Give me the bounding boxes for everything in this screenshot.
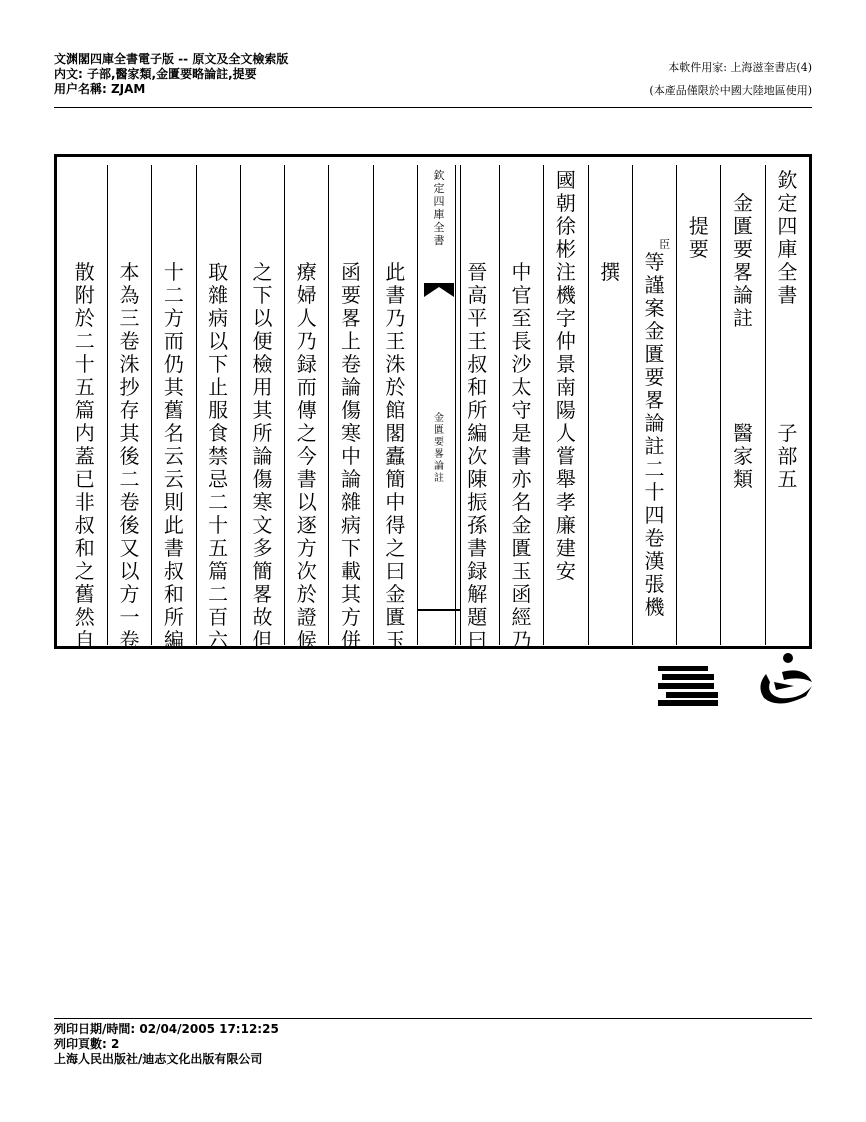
column-char: 二	[208, 490, 229, 514]
column-char: 方	[296, 536, 317, 560]
column-text	[544, 169, 587, 583]
column-char: 次	[296, 559, 317, 583]
column-char: 食	[208, 421, 229, 445]
column-text	[766, 169, 809, 307]
column-char: 然	[74, 605, 95, 629]
column-char: 服	[208, 398, 229, 422]
column-char: 方	[163, 306, 184, 330]
column-char: 仲	[555, 329, 576, 353]
column-char: 中	[341, 444, 362, 468]
column-char: 論	[644, 411, 665, 435]
column-char: 下	[341, 536, 362, 560]
column-char: 蠹	[385, 444, 406, 468]
column-char: 而	[163, 329, 184, 353]
column-char: 二	[74, 329, 95, 353]
column-char: 蓋	[74, 444, 95, 468]
column-char: 機	[644, 595, 665, 619]
column-char: 之	[296, 421, 317, 445]
column-char: 彬	[555, 237, 576, 261]
publisher-logo-icon	[654, 652, 816, 710]
column-char: 建	[555, 536, 576, 560]
column-char: 金	[511, 513, 532, 537]
column-char: 解	[467, 582, 488, 606]
column-char: 文	[252, 513, 273, 537]
column-char: 雜	[208, 283, 229, 307]
column-char: 次	[467, 444, 488, 468]
print-datetime: 列印日期/時間: 02/04/2005 17:12:25	[54, 1022, 279, 1036]
column-char: 用	[252, 375, 273, 399]
banxin-char: 四	[433, 195, 445, 208]
column-text	[152, 261, 195, 652]
column-char: 編	[163, 628, 184, 652]
column-text	[241, 261, 284, 652]
column-char: 其	[341, 582, 362, 606]
column-char: 傷	[341, 398, 362, 422]
column-char: 書	[385, 283, 406, 307]
column-char: 畧	[733, 260, 754, 284]
column-char: 寒	[252, 490, 273, 514]
column-char: 傷	[252, 467, 273, 491]
column-char: 四	[644, 503, 665, 527]
column-char: 本	[119, 260, 140, 284]
column-char: 中	[511, 260, 532, 284]
column-char: 王	[385, 329, 406, 353]
column-char: 三	[119, 306, 140, 330]
column-char: 今	[296, 444, 317, 468]
text-column	[240, 165, 284, 652]
header-region-notice: (本產品僅限於中國大陸地區使用)	[649, 84, 812, 97]
column-char: 和	[467, 375, 488, 399]
column-char: 部	[777, 444, 798, 468]
column-char: 匱	[644, 342, 665, 366]
column-char: 卷	[644, 526, 665, 550]
column-char: 嘗	[555, 444, 576, 468]
text-column	[588, 165, 632, 645]
header-content-path: 内文: 子部,醫家類,金匱要略論註,提要	[54, 67, 257, 81]
column-char: 匱	[511, 536, 532, 560]
text-column	[373, 165, 417, 652]
header-licensee: 本軟件用家: 上海滋奎書店(4)	[668, 61, 812, 74]
column-char: 館	[385, 398, 406, 422]
banxin-char: 金	[434, 413, 444, 424]
column-text	[456, 261, 499, 652]
column-char: 庫	[777, 237, 798, 261]
column-text	[197, 261, 240, 652]
column-char: 長	[511, 329, 532, 353]
column-char: 機	[555, 283, 576, 307]
column-char: 論	[733, 283, 754, 307]
column-char: 乃	[511, 628, 532, 652]
column-char: 則	[163, 490, 184, 514]
column-char: 婦	[296, 283, 317, 307]
column-char: 候	[296, 628, 317, 652]
column-char: 案	[644, 296, 665, 320]
column-char: 和	[74, 536, 95, 560]
column-char: 景	[555, 352, 576, 376]
column-char: 至	[511, 306, 532, 330]
column-char: 於	[385, 375, 406, 399]
text-column	[632, 165, 676, 645]
column-char: 中	[385, 490, 406, 514]
column-char: 徐	[555, 214, 576, 238]
column-char: 函	[341, 260, 362, 284]
column-char: 録	[467, 559, 488, 583]
column-char: 二	[163, 283, 184, 307]
banxin-char: 要	[434, 437, 444, 448]
column-char: 百	[208, 605, 229, 629]
column-char: 沙	[511, 352, 532, 376]
column-text	[633, 238, 676, 619]
column-char: 附	[74, 283, 95, 307]
column-char: 名	[511, 490, 532, 514]
column-char: 定	[777, 191, 798, 215]
column-char: 而	[296, 375, 317, 399]
text-column	[543, 165, 587, 645]
column-char: 自	[74, 628, 95, 652]
column-char: 以	[119, 559, 140, 583]
column-char: 要	[341, 283, 362, 307]
column-char: 所	[467, 398, 488, 422]
column-footer	[721, 422, 764, 491]
column-char: 晉	[467, 260, 488, 284]
column-char: 以	[252, 306, 273, 330]
column-char: 但	[252, 628, 273, 652]
column-char: 人	[296, 306, 317, 330]
banxin-char: 畧	[434, 449, 444, 460]
column-char: 卷	[119, 490, 140, 514]
column-char: 篇	[208, 559, 229, 583]
text-column	[676, 165, 720, 645]
column-char: 得	[385, 513, 406, 537]
header-left	[54, 52, 288, 97]
banxin-char: 書	[433, 234, 445, 247]
column-char: 畧	[644, 388, 665, 412]
footer-divider	[54, 1018, 812, 1019]
column-text	[677, 215, 720, 261]
column-char: 類	[733, 467, 754, 491]
column-char: 方	[341, 605, 362, 629]
column-char: 論	[341, 375, 362, 399]
column-char: 下	[252, 283, 273, 307]
column-char: 舊	[74, 582, 95, 606]
column-char: 以	[296, 490, 317, 514]
text-column	[328, 165, 372, 652]
column-char: 下	[208, 352, 229, 376]
column-char: 子	[777, 421, 798, 445]
column-char: 此	[163, 513, 184, 537]
column-char: 玉	[511, 559, 532, 583]
column-char: 逐	[296, 513, 317, 537]
text-column	[455, 165, 499, 652]
column-char: 又	[119, 536, 140, 560]
banxin-char: 定	[433, 182, 445, 195]
column-text	[108, 261, 151, 652]
column-char: 簡	[385, 467, 406, 491]
column-char: 書	[163, 536, 184, 560]
column-char: 篇	[74, 398, 95, 422]
column-char: 此	[385, 260, 406, 284]
column-char: 全	[777, 260, 798, 284]
column-char: 是	[511, 421, 532, 445]
column-char: 等	[644, 250, 665, 274]
column-char: 叔	[163, 559, 184, 583]
column-char: 仍	[163, 352, 184, 376]
column-char: 欽	[777, 168, 798, 192]
column-char: 十	[74, 352, 95, 376]
column-char: 字	[555, 306, 576, 330]
column-char: 洙	[119, 352, 140, 376]
column-char: 亦	[511, 467, 532, 491]
column-text	[721, 192, 764, 330]
column-char: 之	[74, 559, 95, 583]
print-page-count: 列印頁數: 2	[54, 1037, 120, 1051]
column-char: 洙	[385, 352, 406, 376]
column-char: 孫	[467, 513, 488, 537]
column-char: 所	[163, 605, 184, 629]
column-char: 高	[467, 283, 488, 307]
column-char: 止	[208, 375, 229, 399]
column-char: 陳	[467, 467, 488, 491]
column-char: 併	[341, 628, 362, 652]
column-char: 雜	[341, 490, 362, 514]
column-char: 匱	[733, 214, 754, 238]
column-char: 金	[644, 319, 665, 343]
column-char: 陽	[555, 398, 576, 422]
text-column	[63, 165, 107, 652]
text-column	[151, 165, 195, 652]
column-char: 十	[163, 260, 184, 284]
column-char: 守	[511, 398, 532, 422]
column-char: 漢	[644, 549, 665, 573]
column-char: 書	[467, 536, 488, 560]
column-char: 病	[208, 306, 229, 330]
column-char: 方	[119, 582, 140, 606]
text-column	[720, 165, 764, 645]
column-char: 抄	[119, 375, 140, 399]
banxin-char: 註	[434, 473, 444, 484]
column-text	[285, 261, 328, 652]
column-char: 題	[467, 605, 488, 629]
column-char: 南	[555, 375, 576, 399]
column-text	[63, 261, 107, 652]
book-page	[54, 154, 812, 652]
banxin-char: 欽	[433, 169, 445, 182]
column-char: 安	[555, 559, 576, 583]
column-char: 五	[777, 467, 798, 491]
column-char: 卷	[341, 352, 362, 376]
column-char: 乃	[385, 306, 406, 330]
column-char: 故	[252, 605, 273, 629]
column-char: 云	[163, 444, 184, 468]
column-char: 太	[511, 375, 532, 399]
column-char: 曰	[467, 628, 488, 652]
column-char: 傳	[296, 398, 317, 422]
column-char: 金	[733, 191, 754, 215]
column-char: 叔	[74, 513, 95, 537]
column-char: 於	[74, 306, 95, 330]
column-char: 畧	[252, 582, 273, 606]
column-char: 醫	[733, 421, 754, 445]
publisher-credit: 上海人民出版社/迪志文化出版有限公司	[54, 1052, 263, 1066]
column-char: 平	[467, 306, 488, 330]
column-char: 非	[74, 490, 95, 514]
column-char: 以	[208, 329, 229, 353]
column-char: 其	[163, 375, 184, 399]
column-char: 人	[555, 421, 576, 445]
column-char: 國	[555, 168, 576, 192]
column-char: 舉	[555, 467, 576, 491]
column-char: 舊	[163, 398, 184, 422]
column-char: 多	[252, 536, 273, 560]
column-char: 閣	[385, 421, 406, 445]
column-char: 後	[119, 513, 140, 537]
column-char: 散	[74, 260, 95, 284]
column-char: 存	[119, 398, 140, 422]
banxin-char: 匱	[434, 425, 444, 436]
column-char: 廉	[555, 513, 576, 537]
column-char: 於	[296, 582, 317, 606]
column-char: 官	[511, 283, 532, 307]
column-char: 家	[733, 444, 754, 468]
column-char: 五	[74, 375, 95, 399]
column-char: 療	[296, 260, 317, 284]
column-char: 名	[163, 421, 184, 445]
column-char: 金	[385, 582, 406, 606]
column-char: 曰	[385, 559, 406, 583]
column-char: 書	[296, 467, 317, 491]
column-char: 乃	[296, 329, 317, 353]
column-char: 和	[163, 582, 184, 606]
header-right	[649, 56, 812, 102]
column-char: 論	[341, 467, 362, 491]
column-prefix: 臣	[659, 238, 671, 251]
column-char: 二	[119, 467, 140, 491]
column-char: 其	[119, 421, 140, 445]
text-column	[765, 165, 809, 645]
header-divider	[54, 107, 812, 108]
column-char: 證	[296, 605, 317, 629]
column-char: 註	[733, 306, 754, 330]
column-char: 孝	[555, 490, 576, 514]
footer	[54, 1022, 279, 1067]
column-char: 上	[341, 329, 362, 353]
fishtail-mark	[424, 283, 454, 297]
column-char: 畧	[341, 306, 362, 330]
text-column	[284, 165, 328, 652]
column-char: 為	[119, 283, 140, 307]
column-char: 載	[341, 559, 362, 583]
column-char: 四	[777, 214, 798, 238]
column-char: 病	[341, 513, 362, 537]
column-char: 十	[644, 480, 665, 504]
column-char: 王	[467, 329, 488, 353]
column-char: 要	[688, 237, 709, 261]
column-char: 五	[208, 536, 229, 560]
column-char: 玉	[385, 628, 406, 652]
column-char: 取	[208, 260, 229, 284]
column-char: 書	[777, 283, 798, 307]
column-char: 振	[467, 490, 488, 514]
column-char: 編	[467, 421, 488, 445]
column-char: 論	[252, 444, 273, 468]
header-username: 用户名稱: ZJAM	[54, 82, 146, 96]
column-char: 内	[74, 421, 95, 445]
column-char: 匱	[385, 605, 406, 629]
column-text	[589, 261, 632, 284]
column-char: 書	[511, 444, 532, 468]
column-char: 十	[208, 513, 229, 537]
column-char: 忌	[208, 467, 229, 491]
column-char: 注	[555, 260, 576, 284]
column-char: 二	[208, 582, 229, 606]
column-char: 要	[644, 365, 665, 389]
column-text	[374, 261, 417, 652]
column-char: 之	[252, 260, 273, 284]
column-char: 卷	[119, 329, 140, 353]
column-char: 云	[163, 467, 184, 491]
column-char: 禁	[208, 444, 229, 468]
column-char: 朝	[555, 191, 576, 215]
header-title: 文渊閣四庫全書電子版 -- 原文及全文檢索版	[54, 52, 289, 66]
column-char: 録	[296, 352, 317, 376]
text-column	[107, 165, 151, 652]
column-char: 要	[733, 237, 754, 261]
column-char: 六	[208, 628, 229, 652]
column-char: 張	[644, 572, 665, 596]
column-char: 提	[688, 214, 709, 238]
banxin-char: 全	[433, 221, 445, 234]
text-column	[196, 165, 240, 652]
banxin-char: 庫	[433, 208, 445, 221]
column-char: 所	[252, 421, 273, 445]
column-char: 寒	[341, 421, 362, 445]
column-char: 經	[511, 605, 532, 629]
column-char: 已	[74, 467, 95, 491]
column-char: 卷	[119, 628, 140, 652]
column-footer	[766, 422, 809, 491]
column-char: 簡	[252, 559, 273, 583]
column-text	[500, 261, 543, 652]
column-char: 便	[252, 329, 273, 353]
column-char: 註	[644, 434, 665, 458]
text-column	[499, 165, 543, 652]
column-char: 其	[252, 398, 273, 422]
column-char: 叔	[467, 352, 488, 376]
column-char: 一	[119, 605, 140, 629]
column-char: 二	[644, 457, 665, 481]
column-text	[329, 261, 372, 652]
column-char: 之	[385, 536, 406, 560]
column-char: 謹	[644, 273, 665, 297]
column-char: 撰	[600, 260, 621, 284]
banxin-char: 論	[434, 461, 444, 472]
column-char: 後	[119, 444, 140, 468]
column-char: 檢	[252, 352, 273, 376]
column-char: 函	[511, 582, 532, 606]
